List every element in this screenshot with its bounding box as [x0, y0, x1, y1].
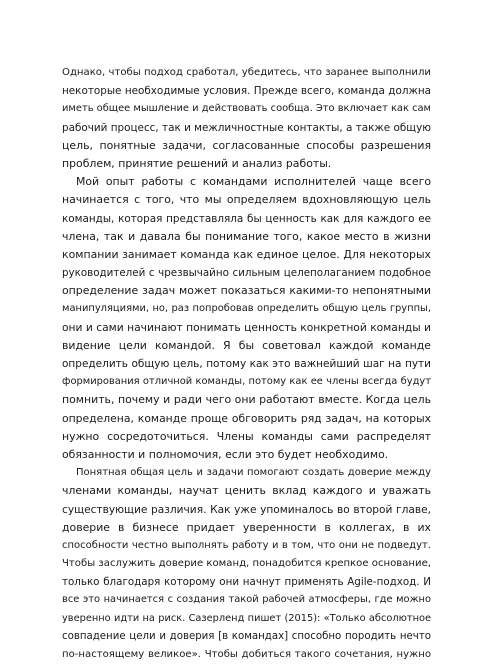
paragraph-1: [62, 64, 431, 173]
text-line: формирования отличной команды, потому как ее члены всегда будут: [62, 376, 431, 388]
text-line: определена, команде проще обговорить ряд задач, на которых: [62, 411, 431, 425]
text-line: Мой опыт работы с командами исполнителей чаще всего: [76, 175, 431, 189]
text-line: определение задач может показаться какими-то непонятными: [62, 284, 431, 298]
text-line: членами команды, научат ценить вклад каждого и уважать: [62, 484, 431, 498]
text-line: они и сами начинают понимать ценность конкретной команды и: [62, 320, 431, 334]
text-line: компании занимает команда как единое целое. Для некоторых: [62, 247, 431, 261]
text-line: начинается с того, что мы определяем вдохновляющую цель: [62, 193, 431, 207]
text-line: Понятная общая цель и задачи помогают создать доверие между: [76, 467, 431, 479]
paragraph-3: [62, 464, 431, 664]
text-line: способности честно выполнять работу и в том, что они не подведут.: [62, 539, 431, 551]
text-line: члена, так и давала бы понимание того, какое место в жизни: [62, 229, 431, 243]
text-line: обязанности и полномочия, если это будет необходимо.: [62, 447, 389, 461]
text-line: видение цели командой. Я бы советовал каждой команде: [62, 338, 431, 352]
text-line: цель, понятные задачи, согласованные способы разрешения: [62, 138, 431, 152]
page-body: [62, 64, 431, 664]
text-line: команды, которая представляла бы ценность как для каждого ее: [62, 212, 431, 225]
text-line: Чтобы заслужить доверие команд, понадобится крепкое основание,: [62, 558, 431, 570]
text-line: по-настоящему великое». Чтобы добиться такого сочетания, нужно: [62, 649, 431, 660]
text-line: проблем, принятие решений и анализ работы.: [62, 156, 332, 170]
text-line: существующие различия. Как уже упоминалось во второй главе,: [62, 503, 431, 516]
text-line: только благодаря которому они начнут применять Agile-подход. И: [62, 576, 431, 589]
text-line: определить общую цель, потому как это важнейший шаг на пути: [62, 358, 431, 370]
text-line: помнить, почему и ради чего они работают вместе. Когда цель: [62, 393, 431, 407]
text-line: манипуляциями, но, раз попробовав определить общую цель группы,: [62, 303, 431, 315]
paragraph-2: [62, 173, 431, 464]
text-line: руководителей с чрезвычайно сильным целеполаганием подобное: [62, 267, 431, 280]
text-line: уверенно идти на риск. Сазерленд пишет (2015): «Только абсолютное: [62, 612, 431, 624]
text-line: все это начинается с создания такой рабочей атмосферы, где можно: [62, 594, 431, 606]
text-line: совпадение цели и доверия [в командах] способно породить нечто: [62, 630, 431, 642]
text-line: доверие в бизнесе придает уверенности в коллегах, в их: [62, 520, 431, 534]
text-line: рабочий процесс, так и межличностные контакты, а также общую: [62, 121, 431, 134]
text-line: некоторые необходимые условия. Прежде всего, команда должна: [62, 85, 431, 98]
text-line: Однако, чтобы подход сработал, убедитесь, что заранее выполнили: [62, 67, 431, 78]
text-line: нужно сосредоточиться. Члены команды сами распределят: [62, 429, 431, 443]
text-line: иметь общее мышление и действовать сообща. Это включает как сам: [62, 103, 432, 115]
